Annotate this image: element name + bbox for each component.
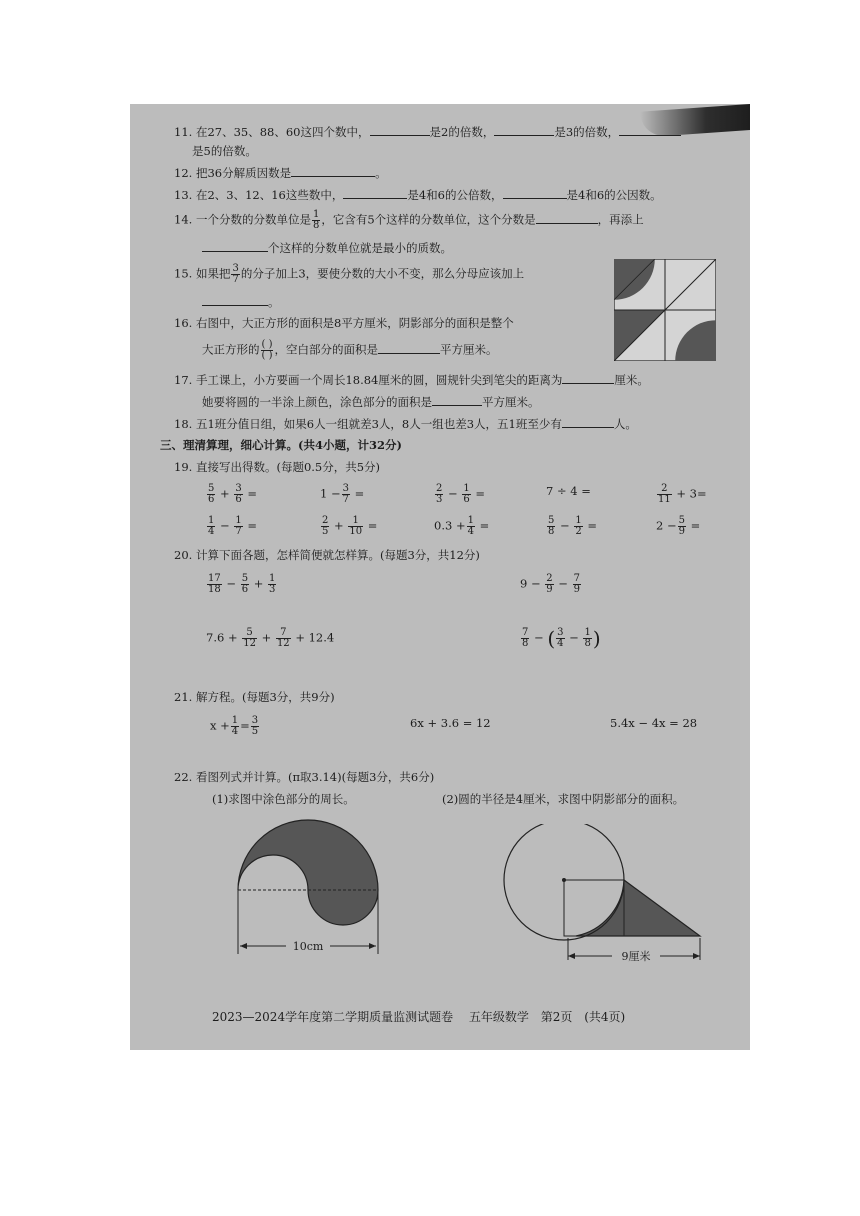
question-number: 20.	[174, 548, 193, 562]
question-22-part2: (2)圆的半径是4厘米，求图中阴影部分的面积。	[442, 792, 685, 806]
question-text: 是4和6的公因数。	[566, 188, 662, 202]
fraction: $\frac{17}{18}$	[208, 573, 221, 595]
question-text: 右图中，大正方形的面积是8平方厘米，阴影部分的面积是整个	[195, 316, 514, 330]
question-number: 22.	[174, 770, 193, 784]
fraction-blank[interactable]: $\frac{( )}{( )}$	[261, 339, 273, 361]
question-text: 她要将圆的一半涂上颜色，涂色部分的面积是	[202, 395, 432, 409]
calc-expression: 9 − $\frac{2}{9}$ − $\frac{7}{9}$	[520, 573, 580, 595]
quick-calc-item: $\frac{2}{5}$ + $\frac{1}{10}$ =	[322, 515, 378, 537]
answer-blank[interactable]	[503, 187, 567, 199]
answer-blank[interactable]	[494, 124, 554, 136]
question-text: 一个分数的分数单位是	[195, 212, 311, 227]
question-text: 是3的倍数，	[554, 125, 620, 139]
question-number: 17.	[174, 373, 193, 387]
question-20	[174, 548, 480, 562]
question-text: 。	[268, 295, 280, 309]
equation-2: 6x + 3.6 = 12	[410, 716, 491, 730]
calc-expression: $\frac{7}{8}$ − ( $\frac{3}{4}$ − $\frac{1}{8}$ )	[522, 626, 601, 651]
section-heading: 三、理清算理，细心计算。(共4小题，计32分)	[160, 438, 402, 452]
dimension-label: 9厘米	[621, 950, 651, 963]
answer-blank[interactable]	[619, 124, 681, 136]
question-17	[174, 372, 649, 387]
fraction: $\frac{7}{9}$	[573, 573, 580, 595]
question-text: 厘米。	[614, 373, 649, 387]
calc-expression: $\frac{17}{18}$ − $\frac{5}{6}$ + $\frac{1}{3}$	[208, 573, 276, 595]
question-text: 手工课上，小方要画一个周长18.84厘米的圆，圆规针尖到笔尖的距离为	[195, 373, 563, 387]
quick-calc-item: $\frac{2}{11}$ + 3=	[658, 483, 707, 505]
question-text: 直接写出得数。(每题0.5分，共5分)	[195, 460, 381, 474]
fraction: $\frac{3}{6}$	[235, 483, 242, 505]
question-16-cont	[202, 340, 497, 361]
shaded-region	[576, 880, 700, 936]
page-footer	[212, 1010, 625, 1024]
question-text: ，它含有5个这样的分数单位，这个分数是	[321, 212, 536, 227]
fraction: $\frac{2}{3}$	[436, 483, 443, 505]
question-14-cont	[202, 240, 452, 255]
equation-3: 5.4x − 4x = 28	[610, 716, 698, 730]
question-number: 13.	[174, 188, 193, 202]
fraction: $\frac{7}{12}$	[276, 627, 290, 649]
fraction: $\frac{3}{7}$	[232, 263, 239, 285]
question-number: 14.	[174, 212, 193, 227]
fraction: $\frac{1}{4}$	[467, 515, 474, 537]
fraction: $\frac{1}{8}$	[584, 627, 591, 649]
page-number: 第2页	[540, 1010, 573, 1024]
dimension-label: 10cm	[292, 940, 324, 953]
page-total: (共4页)	[584, 1010, 626, 1024]
quick-calc-item: $\frac{1}{4}$ − $\frac{1}{7}$ =	[208, 515, 257, 537]
question-text: 是2的倍数，	[429, 125, 495, 139]
question-12	[174, 165, 387, 180]
question-text: 是5的倍数。	[192, 144, 257, 158]
quick-calc-item: $\frac{5}{8}$ − $\frac{1}{2}$ =	[548, 515, 597, 537]
fraction: $\frac{1}{2}$	[575, 515, 582, 537]
question-number: 15.	[174, 266, 193, 281]
fraction: $\frac{1}{4}$	[208, 515, 215, 537]
s-shape-figure	[230, 814, 390, 964]
question-11	[174, 124, 681, 139]
fraction: $\frac{5}{6}$	[208, 483, 215, 505]
exam-page	[130, 104, 750, 1050]
question-22	[174, 770, 434, 784]
quick-calc-item: 7 ÷ 4 =	[546, 484, 591, 498]
question-18	[174, 416, 637, 431]
fraction: $\frac{1}{3}$	[269, 573, 276, 595]
question-number: 18.	[174, 417, 193, 431]
question-13	[174, 187, 662, 202]
answer-blank[interactable]	[291, 165, 375, 177]
question-text: 解方程。(每题3分，共9分)	[195, 690, 335, 704]
question-text: 是4和6的公倍数，	[407, 188, 503, 202]
quick-calc-item: 2 − $\frac{5}{9}$ =	[656, 515, 701, 537]
answer-blank[interactable]	[562, 416, 614, 428]
answer-blank[interactable]	[562, 372, 614, 384]
question-text: 计算下面各题，怎样简便就怎样算。(每题3分，共12分)	[195, 548, 480, 562]
answer-blank[interactable]	[370, 124, 430, 136]
question-text: 在2、3、12、16这些数中，	[195, 188, 344, 202]
question-number: 21.	[174, 690, 193, 704]
fraction: $\frac{1}{8}$	[312, 209, 320, 231]
question-text: 平方厘米。	[482, 395, 540, 409]
question-text: 个这样的分数单位就是最小的质数。	[268, 241, 452, 255]
fraction: $\frac{1}{10}$	[349, 515, 363, 537]
fraction: $\frac{7}{8}$	[522, 627, 529, 649]
fraction: $\frac{3}{7}$	[342, 483, 349, 505]
question-number: 19.	[174, 460, 193, 474]
answer-blank[interactable]	[378, 342, 440, 354]
answer-blank[interactable]	[536, 212, 598, 224]
question-text: 五1班分值日组，如果6人一组就差3人，8人一组也差3人，五1班至少有	[195, 417, 562, 431]
calc-expression: 7.6 + $\frac{5}{12}$ + $\frac{7}{12}$ + 12.4	[206, 627, 335, 649]
question-19	[174, 460, 380, 474]
quick-calc-item: $\frac{2}{3}$ − $\frac{1}{6}$ =	[436, 483, 485, 505]
equation-1: x + $\frac{1}{4}$ = $\frac{3}{5}$	[210, 715, 259, 737]
fraction: $\frac{2}{11}$	[658, 483, 671, 505]
answer-blank[interactable]	[343, 187, 407, 199]
fraction: $\frac{2}{9}$	[546, 573, 553, 595]
quick-calc-item: 1 − $\frac{3}{7}$ =	[320, 483, 365, 505]
fraction: $\frac{5}{12}$	[243, 627, 256, 649]
question-22-part1: (1)求图中涂色部分的周长。	[212, 792, 355, 806]
circle-triangle-figure	[500, 824, 710, 964]
quick-calc-item: $\frac{5}{6}$ + $\frac{3}{6}$ =	[208, 483, 257, 505]
fraction: $\frac{2}{5}$	[322, 515, 329, 537]
question-15-cont	[202, 294, 280, 309]
question-number: 16.	[174, 316, 193, 330]
question-14	[174, 210, 644, 231]
question-text: 平方厘米。	[439, 342, 498, 357]
grade-subject: 五年级数学	[468, 1010, 529, 1024]
fraction: $\frac{1}{6}$	[463, 483, 470, 505]
question-text: ，空白部分的面积是	[274, 342, 378, 357]
question-text: 大正方形的	[202, 342, 260, 357]
square-figure	[614, 259, 716, 361]
fraction: $\frac{5}{6}$	[241, 573, 249, 595]
fraction: $\frac{3}{4}$	[557, 627, 564, 649]
fraction: $\frac{5}{9}$	[678, 515, 685, 537]
question-text: 如果把	[195, 266, 231, 281]
fraction: $\frac{5}{8}$	[548, 515, 555, 537]
quick-calc-item: 0.3 + $\frac{1}{4}$ =	[434, 515, 490, 537]
question-21	[174, 690, 335, 704]
question-text: 的分子加上3，要使分数的大小不变，那么分母应该加上	[240, 266, 525, 281]
question-text: 把36分解质因数是	[195, 166, 292, 180]
question-number: 12.	[174, 166, 193, 180]
question-number: 11.	[174, 125, 193, 139]
question-16	[174, 316, 514, 330]
exam-title: 2023—2024学年度第二学期质量监测试题卷	[212, 1010, 454, 1024]
question-17-cont	[202, 394, 540, 409]
fraction: $\frac{1}{7}$	[235, 515, 242, 537]
answer-blank[interactable]	[202, 294, 268, 306]
answer-blank[interactable]	[432, 394, 482, 406]
question-text: 在27、35、88、60这四个数中，	[195, 125, 370, 139]
question-text: 看图列式并计算。(π取3.14)(每题3分，共6分)	[195, 770, 435, 784]
question-15	[174, 264, 524, 285]
question-text: 人。	[613, 417, 637, 431]
question-text: ，再添上	[597, 212, 644, 227]
answer-blank[interactable]	[202, 240, 268, 252]
question-11-cont	[192, 144, 257, 158]
question-text: 。	[375, 166, 387, 180]
